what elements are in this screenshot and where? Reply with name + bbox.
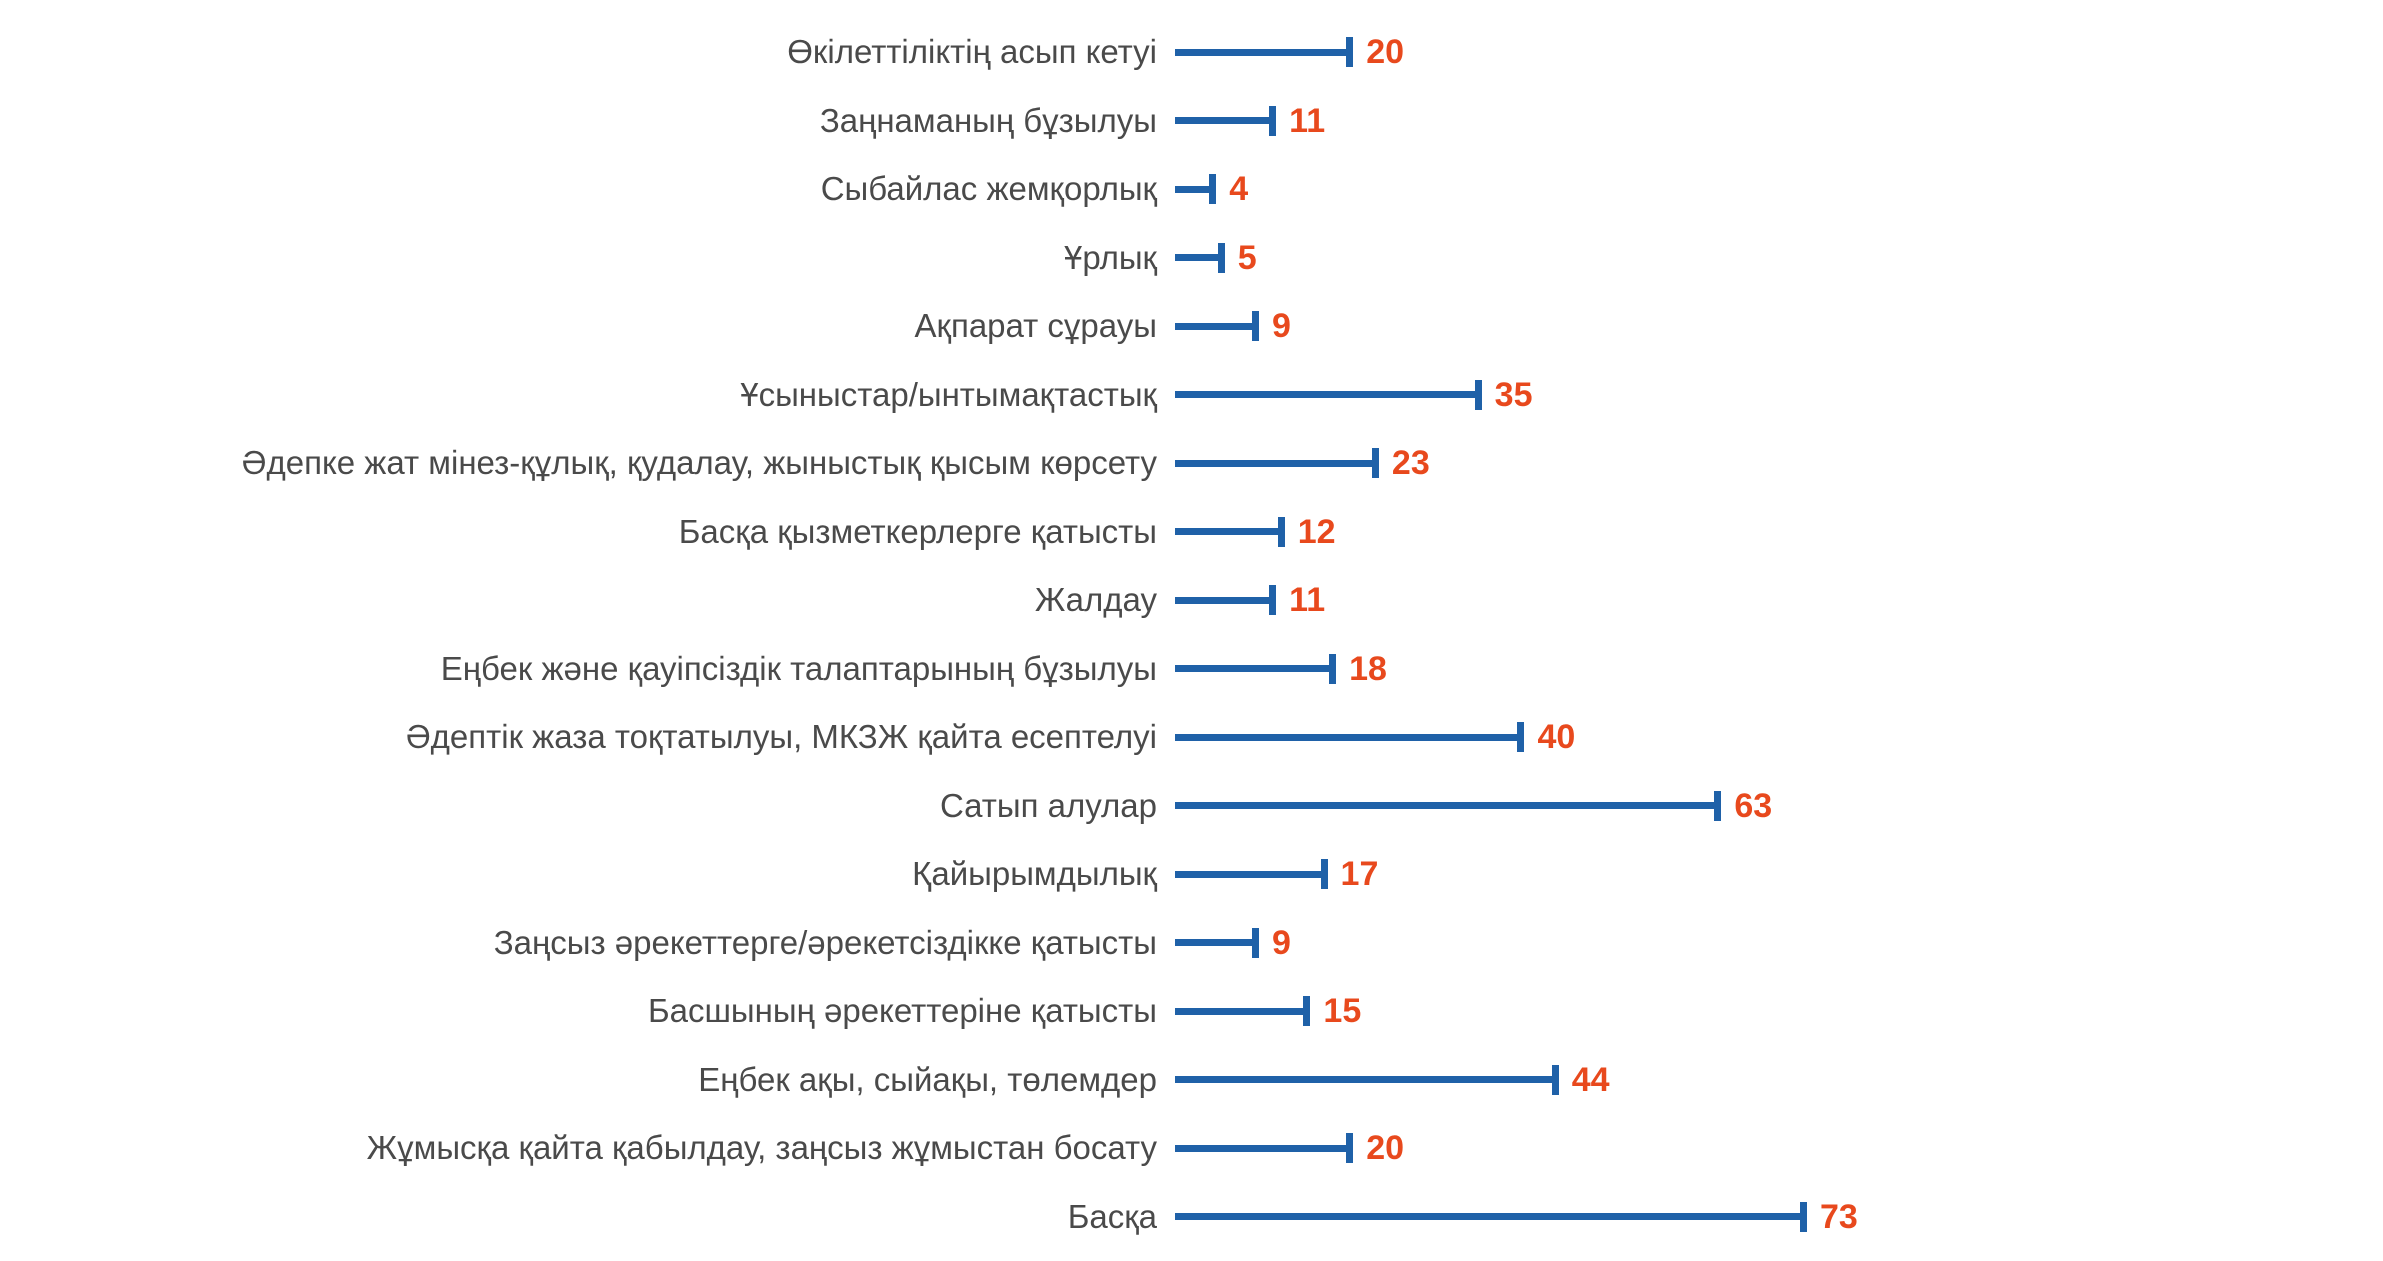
bar-area — [1175, 1046, 2383, 1115]
bar — [1175, 528, 1278, 535]
bar — [1175, 1008, 1303, 1015]
bar — [1175, 802, 1714, 809]
bar-group — [1175, 361, 1532, 430]
bar — [1175, 1213, 1800, 1220]
bar — [1175, 734, 1517, 741]
category-label: Басшының әрекеттеріне қатысты — [647, 992, 1157, 1030]
chart-row — [0, 18, 2383, 87]
bar-group — [1175, 292, 1291, 361]
category-label: Ұрлық — [1064, 238, 1157, 276]
bar — [1175, 939, 1252, 946]
value-label: 11 — [1289, 101, 1326, 140]
bar — [1175, 391, 1475, 398]
value-label: 73 — [1820, 1197, 1858, 1236]
chart-row — [0, 703, 2383, 772]
bar-group — [1175, 18, 1404, 87]
value-label: 23 — [1391, 444, 1430, 483]
bar-area — [1175, 703, 2383, 772]
bar-group — [1175, 566, 1325, 635]
bar-area — [1175, 1183, 2383, 1252]
value-label: 9 — [1272, 923, 1291, 962]
bar-group — [1175, 498, 1336, 567]
bar-group — [1175, 1046, 1610, 1115]
chart-row — [0, 1114, 2383, 1183]
bar-group — [1175, 224, 1257, 293]
bar-group — [1175, 429, 1430, 498]
category-label: Сыбайлас жемқорлық — [820, 170, 1157, 208]
bar-end-cap — [1346, 1133, 1353, 1163]
value-label: 9 — [1272, 307, 1291, 346]
bar-group — [1175, 772, 1772, 841]
chart-rows — [0, 10, 2383, 1261]
category-label: Басқа — [1067, 1197, 1157, 1235]
value-label: 18 — [1349, 649, 1387, 688]
bar-area — [1175, 1114, 2383, 1183]
value-label: 40 — [1537, 718, 1576, 757]
chart-row — [0, 155, 2383, 224]
category-label: Еңбек және қауіпсіздік талаптарының бұзылуы — [440, 649, 1157, 687]
bar-area — [1175, 840, 2383, 909]
chart-row — [0, 977, 2383, 1046]
bar-end-cap — [1552, 1065, 1559, 1095]
category-label: Басқа қызметкерлерге қатысты — [678, 512, 1157, 550]
bar-area — [1175, 909, 2383, 978]
value-label: 15 — [1323, 992, 1362, 1031]
chart-row — [0, 1046, 2383, 1115]
value-label: 44 — [1571, 1060, 1610, 1099]
bar-end-cap — [1209, 174, 1216, 204]
chart-row — [0, 772, 2383, 841]
bar — [1175, 1145, 1346, 1152]
bar-area — [1175, 977, 2383, 1046]
category-label: Заңнаманың бұзылуы — [819, 101, 1157, 139]
chart-row — [0, 909, 2383, 978]
bar-end-cap — [1346, 37, 1353, 67]
category-label: Өкілеттіліктің асып кетуі — [787, 33, 1157, 71]
bar — [1175, 871, 1321, 878]
bar-end-cap — [1218, 243, 1225, 273]
category-label: Ақпарат сұрауы — [914, 307, 1157, 345]
chart-row — [0, 498, 2383, 567]
bar-end-cap — [1475, 380, 1482, 410]
bar-end-cap — [1269, 106, 1276, 136]
bar — [1175, 49, 1346, 56]
bar-area — [1175, 224, 2383, 293]
bar — [1175, 597, 1269, 604]
chart-row — [0, 292, 2383, 361]
bar-area — [1175, 18, 2383, 87]
category-label: Жалдау — [1034, 581, 1157, 619]
bar-end-cap — [1372, 448, 1379, 478]
value-label: 20 — [1366, 1129, 1405, 1168]
bar-end-cap — [1252, 928, 1259, 958]
bar-end-cap — [1321, 859, 1328, 889]
bar-end-cap — [1329, 654, 1336, 684]
value-label: 35 — [1494, 375, 1533, 414]
bar-area — [1175, 566, 2383, 635]
chart-row — [0, 361, 2383, 430]
bar — [1175, 186, 1209, 193]
bar-end-cap — [1303, 996, 1310, 1026]
chart-row — [0, 635, 2383, 704]
value-label: 63 — [1734, 786, 1773, 825]
category-label: Ұсыныстар/ынтымақтастық — [740, 375, 1157, 413]
bar-area — [1175, 498, 2383, 567]
category-label: Сатып алулар — [939, 786, 1157, 824]
value-label: 12 — [1297, 512, 1336, 551]
chart-row — [0, 566, 2383, 635]
chart-row — [0, 840, 2383, 909]
bar-area — [1175, 155, 2383, 224]
bar-area — [1175, 292, 2383, 361]
value-label: 4 — [1229, 170, 1249, 209]
category-label: Жұмысқа қайта қабылдау, заңсыз жұмыстан босату — [366, 1129, 1157, 1167]
chart-row — [0, 429, 2383, 498]
bar — [1175, 460, 1372, 467]
bar-end-cap — [1517, 722, 1524, 752]
bar-end-cap — [1714, 791, 1721, 821]
bar-end-cap — [1278, 517, 1285, 547]
chart-row — [0, 224, 2383, 293]
bar-group — [1175, 909, 1291, 978]
value-label: 20 — [1366, 33, 1405, 72]
bar — [1175, 117, 1269, 124]
bar-group — [1175, 635, 1387, 704]
bar — [1175, 254, 1218, 261]
bar-area — [1175, 772, 2383, 841]
bar-group — [1175, 155, 1248, 224]
category-label: Әдептік жаза тоқтатылуы, МКЗЖ қайта есептелуі — [405, 718, 1157, 756]
bar-area — [1175, 87, 2383, 156]
bar-area — [1175, 429, 2383, 498]
bar — [1175, 665, 1329, 672]
bar-group — [1175, 87, 1325, 156]
bar-group — [1175, 1114, 1404, 1183]
bar-end-cap — [1252, 311, 1259, 341]
bar — [1175, 323, 1252, 330]
bar-area — [1175, 635, 2383, 704]
chart-row — [0, 87, 2383, 156]
value-label: 17 — [1340, 855, 1379, 894]
bar-group — [1175, 840, 1378, 909]
bar-end-cap — [1269, 585, 1276, 615]
bar-group — [1175, 703, 1575, 772]
value-label: 5 — [1237, 238, 1257, 277]
bar-group — [1175, 977, 1361, 1046]
chart-row — [0, 1183, 2383, 1252]
category-label: Еңбек ақы, сыйақы, төлемдер — [698, 1060, 1157, 1098]
bar-end-cap — [1800, 1202, 1807, 1232]
value-label: 11 — [1289, 581, 1326, 620]
category-label: Әдепке жат мінез-құлық, қудалау, жыныстық қысым көрсету — [241, 444, 1157, 482]
bar-area — [1175, 361, 2383, 430]
category-label: Заңсыз әрекеттерге/әрекетсіздікке қатысты — [493, 923, 1157, 961]
bar-group — [1175, 1183, 1858, 1252]
category-label: Қайырымдылық — [912, 855, 1157, 893]
bar — [1175, 1076, 1552, 1083]
